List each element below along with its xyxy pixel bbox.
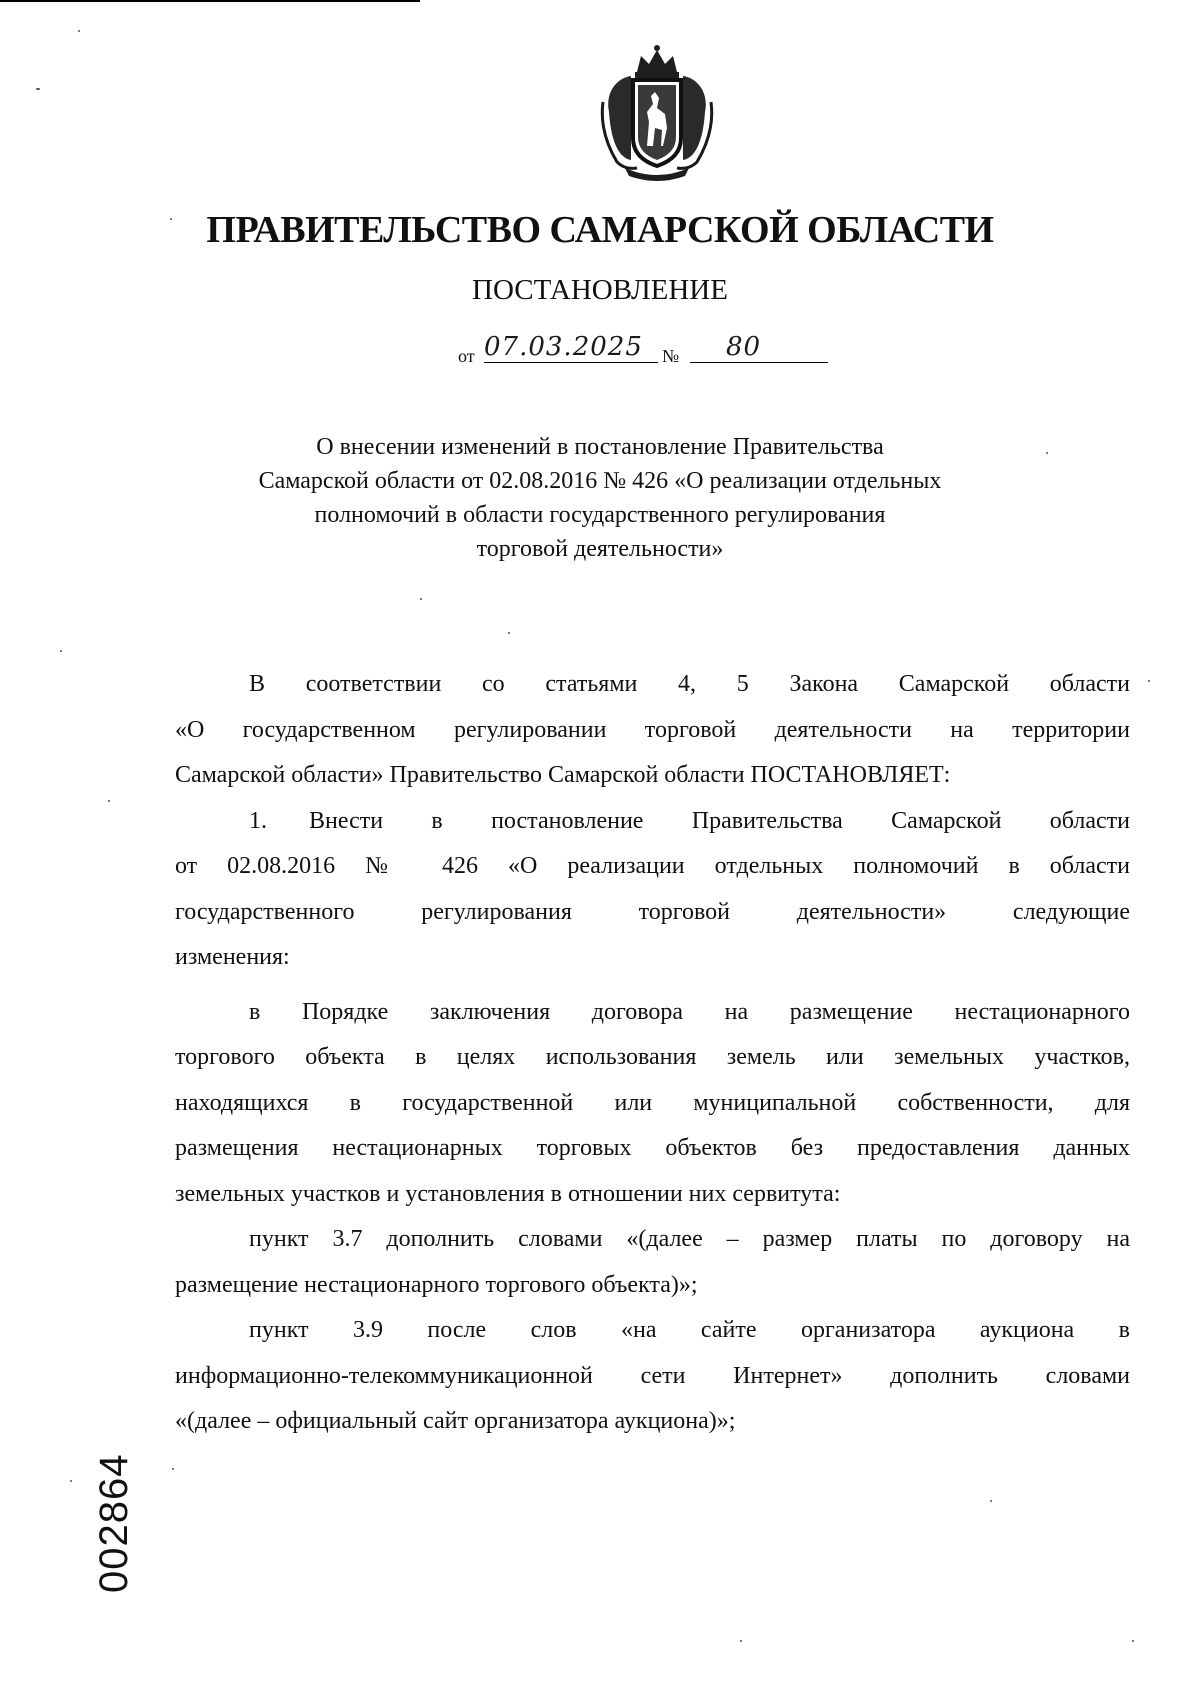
number-label: № [662,346,680,366]
number-underline [690,362,828,363]
document-type: ПОСТАНОВЛЕНИЕ [472,274,728,306]
scan-speck [1148,680,1150,682]
item-1-number: 1. [249,807,267,834]
number-value: 80 [726,332,762,362]
text-line: торгового объекта в целях использования земель или земельных участков, [175,1044,1130,1070]
item-1-paragraph [175,799,1130,981]
text-line: размещения нестационарных торговых объектов без предоставления данных [175,1135,1130,1161]
subject-line: полномочий в области государственного регулирования [314,502,886,528]
point-3-9-paragraph [175,1308,1130,1445]
scan-speck [990,1500,992,1502]
text-line: государственного регулирования торговой деятельности» следующие [175,898,1130,925]
scan-speck [172,1468,174,1470]
date-underline [484,362,658,363]
order-paragraph [175,990,1130,1218]
text-line: пункт 3.7 дополнить словами «(далее – размер платы по договору на [249,1226,1130,1252]
text-line: размещение нестационарного торгового объекта)»; [175,1271,698,1298]
coat-of-arms-icon [595,42,719,182]
text-line: земельных участков и установления в отношении них сервитута: [175,1180,841,1207]
text-line: в Порядке заключения договора на размещение нестационарного [249,998,1130,1025]
text-line: «О государственном регулировании торговой деятельности на территории [175,716,1130,743]
scan-speck [78,30,80,32]
document-date-number [458,332,858,372]
government-title: ПРАВИТЕЛЬСТВО САМАРСКОЙ ОБЛАСТИ [206,209,994,251]
text-line: изменения: [175,944,290,970]
text-line: В соответствии со статьями 4, 5 Закона Самарской области [249,671,1130,697]
text-line: информационно-телекоммуникационной сети Интернет» дополнить словами [175,1362,1130,1389]
subject-line: торговой деятельности» [476,536,724,562]
date-label: от [458,346,475,366]
scan-speck [70,1480,72,1482]
scan-speck [60,650,62,652]
text-line: находящихся в государственной или муниципальной собственности, для [175,1089,1130,1116]
subject-line: О внесении изменений в постановление Правительства [316,434,884,460]
scan-speck [508,632,510,634]
scan-top-rule [0,0,420,2]
scan-speck [420,598,422,600]
scan-speck [1132,1640,1134,1642]
text-line: Самарской области» Правительство Самарской области ПОСТАНОВЛЯЕТ: [175,762,951,788]
intro-paragraph [175,662,1130,799]
scan-speck [36,88,40,90]
subject-line: Самарской области от 02.08.2016 № 426 «О реализации отдельных [258,468,942,494]
date-value: 07.03.2025 [484,332,643,362]
text-line: пункт 3.9 после слов «на сайте организатора аукциона в [249,1317,1130,1343]
point-3-7-paragraph [175,1217,1130,1308]
text-line: «(далее – официальный сайт организатора аукциона)»; [175,1408,736,1434]
text-line: Внести в постановление Правительства Самарской области [309,807,1130,834]
margin-document-number: 002864 [92,1453,136,1593]
scan-speck [108,800,110,802]
item-1-first-line [175,799,1130,845]
text-line: от 02.08.2016 № 426 «О реализации отдельных полномочий в области [175,853,1130,879]
scan-speck [1046,452,1048,454]
document-subject [200,430,1000,566]
document-body [175,662,1130,1445]
scan-speck [740,1640,742,1642]
